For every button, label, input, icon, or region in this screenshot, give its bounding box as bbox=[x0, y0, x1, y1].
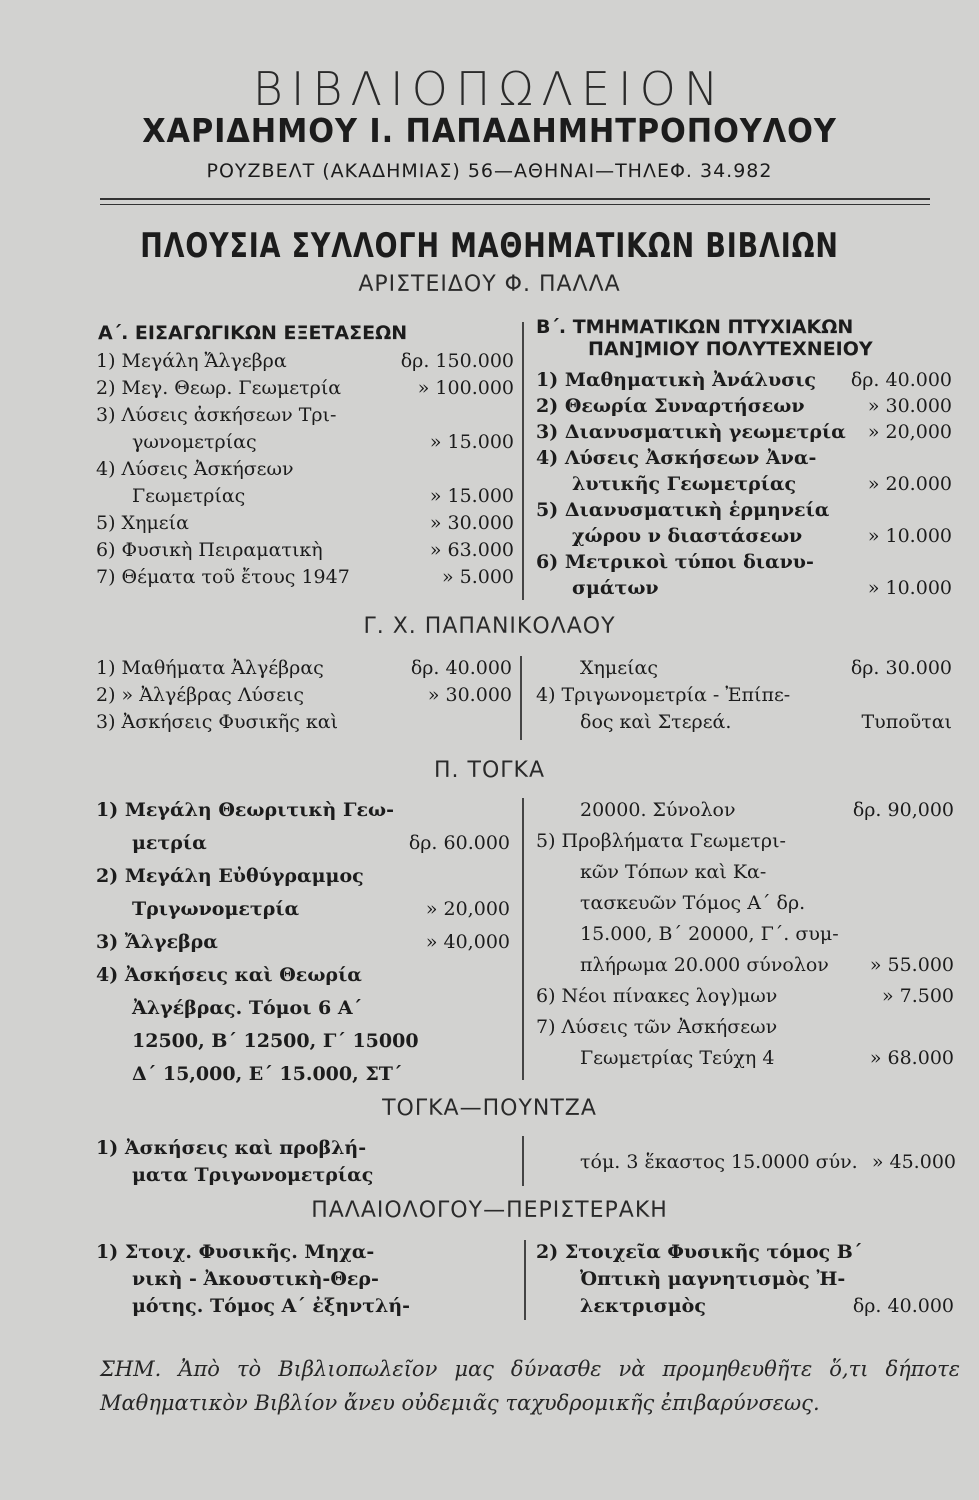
book-entry bbox=[536, 1046, 954, 1077]
book-title: 2) » Ἀλγέβρας Λύσεις bbox=[96, 684, 305, 706]
book-price: » 20,000 bbox=[425, 898, 510, 920]
book-price: » 7.500 bbox=[881, 985, 954, 1007]
book-price: » 20.000 bbox=[867, 473, 952, 495]
book-price: δρ. 40.000 bbox=[410, 657, 512, 679]
book-title: 4) Λύσεις Ἀσκήσεων Ἀνα- bbox=[536, 447, 817, 469]
book-title: Χημείας bbox=[580, 657, 659, 679]
book-price: δρ. 150.000 bbox=[400, 350, 514, 372]
store-address: ΡΟΥΖΒΕΛΤ (ΑΚΑΔΗΜΙΑΣ) 56—ΑΘΗΝΑΙ—ΤΗΛΕΦ. 34.982 bbox=[206, 160, 773, 182]
togka-pountza-left-list bbox=[96, 1136, 510, 1190]
book-entry bbox=[96, 864, 510, 897]
papanikolaou-right-list bbox=[536, 656, 952, 737]
book-entry bbox=[536, 472, 952, 498]
book-entry bbox=[536, 498, 952, 524]
book-title: σμάτων bbox=[572, 577, 659, 599]
palaiologou-right-list bbox=[536, 1240, 954, 1321]
book-price: δρ. 40.000 bbox=[852, 1295, 954, 1317]
book-price: » 10.000 bbox=[867, 577, 952, 599]
book-title: μετρία bbox=[132, 832, 207, 854]
book-entry bbox=[96, 484, 514, 511]
author-togka-pountza: ΤΟΓΚΑ—ΠΟΥΝΤΖΑ bbox=[382, 1096, 597, 1121]
book-entry bbox=[96, 683, 512, 710]
book-title: 1) Μεγάλη Ἄλγεβρα bbox=[96, 350, 287, 372]
book-title: 1) Ἀσκήσεις καὶ προβλή- bbox=[96, 1137, 367, 1159]
book-price: Τυποῦται bbox=[861, 711, 952, 733]
book-entry bbox=[96, 798, 510, 831]
book-entry bbox=[96, 930, 510, 963]
book-entry bbox=[96, 1294, 516, 1321]
book-entry bbox=[536, 446, 952, 472]
book-price: » 40,000 bbox=[425, 931, 510, 953]
book-title: τασκευῶν Τόμος Α΄ δρ. bbox=[580, 892, 806, 914]
column-divider bbox=[522, 322, 524, 600]
palaiologou-left-list bbox=[96, 1240, 516, 1321]
book-entry bbox=[96, 656, 512, 683]
section-heading-university-1: Β΄. ΤΜΗΜΑΤΙΚΩΝ ΠΤΥΧΙΑΚΩΝ bbox=[536, 316, 854, 338]
book-entry bbox=[536, 984, 954, 1015]
book-title: 1) Μεγάλη Θεωριτικὴ Γεω- bbox=[96, 799, 395, 821]
book-price: » 20,000 bbox=[867, 421, 952, 443]
book-entry bbox=[536, 576, 952, 602]
book-title: 7) Θέματα τοῦ ἔτους 1947 bbox=[96, 566, 350, 588]
book-title: 2) Θεωρία Συναρτήσεων bbox=[536, 395, 805, 417]
book-title: 12500, Β΄ 12500, Γ΄ 15000 bbox=[132, 1030, 419, 1052]
book-entry bbox=[580, 1150, 956, 1177]
book-title: 7) Λύσεις τῶν Ἀσκήσεων bbox=[536, 1016, 778, 1038]
author-palaiologou: ΠΑΛΑΙΟΛΟΓΟΥ—ΠΕΡΙΣΤΕΡΑΚΗ bbox=[311, 1198, 668, 1223]
book-title: 3) Λύσεις ἀσκήσεων Τρι- bbox=[96, 404, 337, 426]
column-divider bbox=[520, 656, 522, 740]
book-entry bbox=[536, 1240, 954, 1267]
book-entry bbox=[96, 1267, 516, 1294]
book-entry bbox=[96, 565, 514, 592]
book-title: 5) Χημεία bbox=[96, 512, 189, 534]
book-title: 3) Ἀσκήσεις Φυσικῆς καὶ bbox=[96, 711, 339, 733]
book-title: 5) Προβλήματα Γεωμετρι- bbox=[536, 830, 786, 852]
book-entry bbox=[96, 1029, 510, 1062]
book-title: 4) Ἀσκήσεις καὶ Θεωρία bbox=[96, 964, 362, 986]
book-title: 2) Στοιχεῖα Φυσικῆς τόμος Β΄ bbox=[536, 1241, 863, 1263]
book-title: 2) Μεγ. Θεωρ. Γεωμετρία bbox=[96, 377, 342, 399]
pallas-entrance-list bbox=[96, 349, 514, 592]
book-entry bbox=[536, 394, 952, 420]
footnote: ΣΗΜ. Ἀπὸ τὸ Βιβλιοπωλεῖον μας δύνασθε νὰ προμηθευθῆτε ὅ,τι δήποτε Μαθηματικὸν Βιβλίον ἄνευ οὐδεμιᾶς ταχυδρομικῆς ἐπιβαρύνσεως. bbox=[100, 1357, 960, 1415]
book-entry bbox=[96, 996, 510, 1029]
book-entry bbox=[96, 1163, 510, 1190]
book-entry bbox=[96, 710, 512, 737]
book-entry bbox=[96, 1240, 516, 1267]
book-entry bbox=[536, 953, 954, 984]
book-entry bbox=[536, 550, 952, 576]
book-entry bbox=[96, 430, 514, 457]
book-entry bbox=[96, 511, 514, 538]
book-price: » 15.000 bbox=[429, 431, 514, 453]
togka-left-list bbox=[96, 798, 510, 1095]
book-price: » 45.000 bbox=[871, 1151, 956, 1173]
book-title: 20000. Σύνολον bbox=[580, 799, 736, 821]
book-title: 15.000, Β΄ 20000, Γ΄. συμ- bbox=[580, 923, 839, 945]
book-entry bbox=[96, 403, 514, 430]
section-heading-university-2: ΠΑΝ]ΜΙΟΥ ΠΟΛΥΤΕΧΝΕΙΟΥ bbox=[588, 338, 873, 360]
book-title: 3) Ἄλγεβρα bbox=[96, 931, 218, 953]
book-title: 5) Διανυσματικὴ ἑρμηνεία bbox=[536, 499, 830, 521]
book-title: Γεωμετρίας Τεύχη 4 bbox=[580, 1047, 775, 1069]
book-entry bbox=[536, 683, 952, 710]
book-entry bbox=[536, 1294, 954, 1321]
book-price: » 30.000 bbox=[867, 395, 952, 417]
book-entry bbox=[536, 710, 952, 737]
book-title: Γεωμετρίας bbox=[132, 485, 246, 507]
store-title: ΒΙΒΛΙΟΠΩΛΕΙΟΝ bbox=[252, 62, 727, 116]
pallas-university-list bbox=[536, 368, 952, 602]
book-price: » 68.000 bbox=[869, 1047, 954, 1069]
book-price: » 55.000 bbox=[869, 954, 954, 976]
book-title: 6) Φυσικὴ Πειραματικὴ bbox=[96, 539, 323, 561]
book-entry bbox=[536, 891, 954, 922]
book-entry bbox=[96, 1136, 510, 1163]
book-entry bbox=[96, 349, 514, 376]
book-price: δρ. 30.000 bbox=[850, 657, 952, 679]
column-divider bbox=[524, 1240, 526, 1320]
book-title: 3) Διανυσματικὴ γεωμετρία bbox=[536, 421, 846, 443]
book-title: λεκτρισμὸς bbox=[580, 1295, 706, 1317]
book-title: νικὴ - Ἀκουστικὴ-Θερ- bbox=[132, 1268, 379, 1290]
book-title: 4) Λύσεις Ἀσκήσεων bbox=[96, 458, 294, 480]
column-divider bbox=[522, 1136, 524, 1186]
book-title: 1) Μαθήματα Ἀλγέβρας bbox=[96, 657, 324, 679]
book-title: ματα Τριγωνομετρίας bbox=[132, 1164, 374, 1186]
book-title: 4) Τριγωνομετρία - Ἐπίπε- bbox=[536, 684, 791, 706]
book-entry bbox=[536, 1267, 954, 1294]
book-title: 2) Μεγάλη Εὐθύγραμμος bbox=[96, 865, 364, 887]
togka-pountza-right-list bbox=[580, 1150, 956, 1177]
book-entry bbox=[536, 798, 954, 829]
section-heading-entrance: Α΄. ΕΙΣΑΓΩΓΙΚΩΝ ΕΞΕΤΑΣΕΩΝ bbox=[98, 322, 408, 344]
book-title: 6) Νέοι πίνακες λογ)μων bbox=[536, 985, 778, 1007]
book-title: χώρου ν διαστάσεων bbox=[572, 525, 803, 547]
book-entry bbox=[96, 376, 514, 403]
book-title: γωνομετρίας bbox=[132, 431, 257, 453]
book-title: Ἀλγέβρας. Τόμοι 6 Α΄ bbox=[132, 997, 363, 1019]
book-entry bbox=[96, 831, 510, 864]
book-entry bbox=[96, 457, 514, 484]
author-pallas: ΑΡΙΣΤΕΙΔΟΥ Φ. ΠΑΛΛΑ bbox=[358, 272, 621, 297]
book-entry bbox=[536, 524, 952, 550]
book-title: δος καὶ Στερεά. bbox=[580, 711, 732, 733]
book-title: μότης. Τόμος Α΄ ἐξηντλή- bbox=[132, 1295, 411, 1317]
header-rule-top bbox=[100, 198, 930, 200]
book-entry bbox=[96, 538, 514, 565]
book-price: » 5.000 bbox=[441, 566, 514, 588]
author-papanikolaou: Γ. Χ. ΠΑΠΑΝΙΚΟΛΑΟΥ bbox=[363, 614, 616, 639]
book-entry bbox=[96, 1062, 510, 1095]
book-title: 1) Μαθηματικὴ Ἀνάλυσις bbox=[536, 369, 816, 391]
book-entry bbox=[536, 368, 952, 394]
store-owner: ΧΑΡΙΔΗΜΟΥ Ι. ΠΑΠΑΔΗΜΗΤΡΟΠΟΥΛΟΥ bbox=[142, 111, 837, 150]
book-entry bbox=[536, 829, 954, 860]
book-entry bbox=[96, 897, 510, 930]
book-entry bbox=[536, 656, 952, 683]
book-title: 1) Στοιχ. Φυσικῆς. Μηχα- bbox=[96, 1241, 375, 1263]
book-entry bbox=[536, 1015, 954, 1046]
book-title: Ὀπτικὴ μαγνητισμὸς Ἠ- bbox=[580, 1268, 846, 1290]
book-title: 6) Μετρικοὶ τύποι διανυ- bbox=[536, 551, 814, 573]
header-rule-bottom bbox=[100, 204, 930, 205]
collection-headline: ΠΛΟΥΣΙΑ ΣΥΛΛΟΓΗ ΜΑΘΗΜΑΤΙΚΩΝ ΒΙΒΛΙΩΝ bbox=[140, 226, 839, 266]
book-entry bbox=[96, 963, 510, 996]
book-title: κῶν Τόπων καὶ Κα- bbox=[580, 861, 767, 883]
togka-right-list bbox=[536, 798, 954, 1077]
book-price: » 63.000 bbox=[429, 539, 514, 561]
book-title: πλήρωμα 20.000 σύνολον bbox=[580, 954, 829, 976]
book-price: » 100.000 bbox=[417, 377, 514, 399]
book-title: Δ΄ 15,000, Ε΄ 15.000, ΣΤ΄ bbox=[132, 1063, 403, 1085]
book-title: λυτικῆς Γεωμετρίας bbox=[572, 473, 797, 495]
book-entry bbox=[536, 860, 954, 891]
author-togka: Π. ΤΟΓΚΑ bbox=[433, 758, 546, 783]
book-entry bbox=[536, 922, 954, 953]
book-price: » 15.000 bbox=[429, 485, 514, 507]
papanikolaou-left-list bbox=[96, 656, 512, 737]
book-entry bbox=[536, 420, 952, 446]
book-price: » 30.000 bbox=[429, 512, 514, 534]
book-price: » 10.000 bbox=[867, 525, 952, 547]
column-divider bbox=[522, 798, 524, 1080]
book-title: τόμ. 3 ἕκαστος 15.0000 σύν. bbox=[580, 1151, 858, 1173]
book-price: δρ. 40.000 bbox=[850, 369, 952, 391]
book-price: δρ. 90,000 bbox=[852, 799, 954, 821]
book-price: » 30.000 bbox=[427, 684, 512, 706]
book-title: Τριγωνομετρία bbox=[132, 898, 300, 920]
book-price: δρ. 60.000 bbox=[408, 832, 510, 854]
